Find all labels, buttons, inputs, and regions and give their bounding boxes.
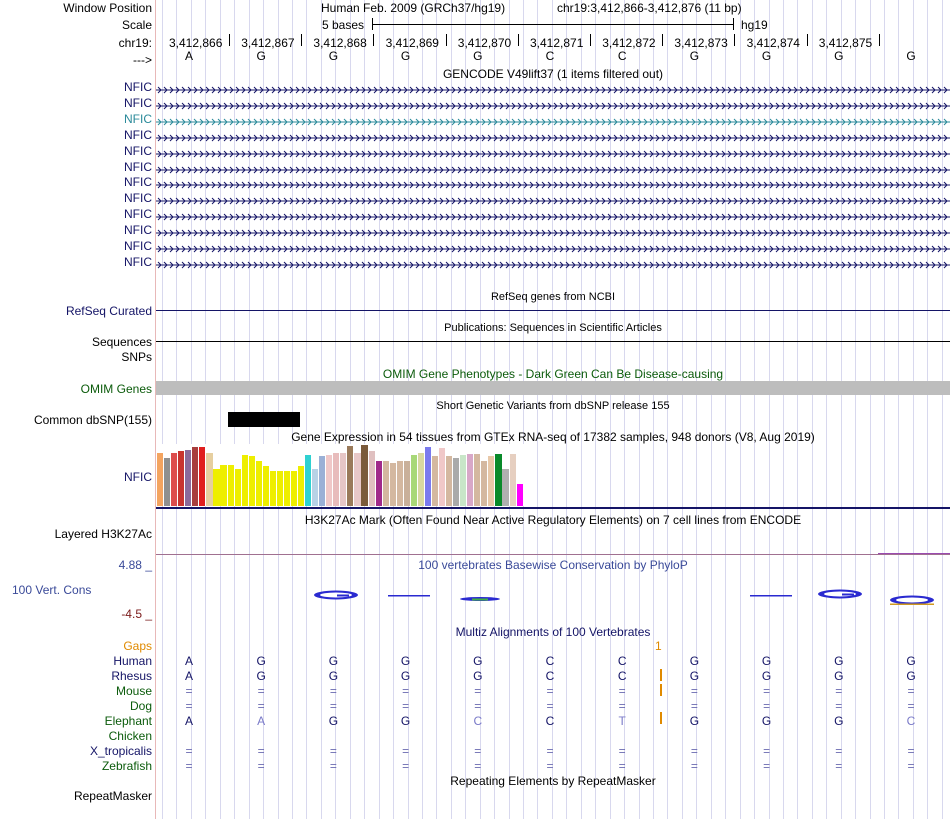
aligned-base: C (617, 654, 627, 668)
coordinate-tick (446, 34, 447, 46)
aligned-base: C (906, 714, 916, 728)
gencode-gene-label[interactable]: NFIC (124, 143, 152, 158)
gtex-tissue-bar[interactable] (397, 461, 403, 506)
coordinate-tick (662, 34, 663, 46)
reference-base: G (906, 49, 916, 63)
gtex-tissue-bar[interactable] (185, 450, 191, 506)
gtex-baseline (156, 507, 950, 509)
gtex-tissue-bar[interactable] (270, 471, 276, 506)
aligned-base: = (402, 759, 410, 773)
aligned-base: = (690, 744, 698, 758)
aligned-base: = (257, 684, 265, 698)
db-text: hg19 (741, 18, 768, 32)
gtex-tissue-bar[interactable] (361, 445, 367, 506)
gtex-tissue-bar[interactable] (474, 454, 480, 506)
gtex-tissue-bar[interactable] (256, 461, 262, 506)
phylop-title[interactable]: 100 vertebrates Basewise Conservation by PhyloP (418, 558, 688, 572)
refseq-title[interactable]: RefSeq genes from NCBI (490, 291, 616, 303)
aligned-base: = (329, 759, 337, 773)
gencode-transcript-arrows[interactable] (156, 242, 950, 250)
aligned-base: = (763, 684, 771, 698)
aligned-base: G (906, 669, 916, 683)
aligned-base: = (329, 684, 337, 698)
aligned-base: = (546, 699, 554, 713)
repeatmasker-label[interactable]: RepeatMasker (73, 789, 152, 803)
coordinate-tick (301, 34, 302, 46)
gtex-tissue-bar[interactable] (453, 458, 459, 506)
publications-title[interactable]: Publications: Sequences in Scientific Articles (444, 322, 662, 334)
gencode-gene-label[interactable]: NFIC (124, 95, 152, 110)
aligned-base: G (473, 654, 483, 668)
gencode-transcript-arrows[interactable] (156, 194, 950, 202)
aligned-base: A (184, 654, 193, 668)
h3k27ac-signal-line (156, 554, 950, 555)
phylop-logo-g-3 (460, 597, 500, 601)
gtex-tissue-bar[interactable] (157, 453, 163, 506)
gencode-gene-label[interactable]: NFIC (124, 191, 152, 206)
aligned-base: = (474, 744, 482, 758)
coordinate-tick (373, 34, 374, 46)
phylop-logo-g-5 (818, 590, 862, 599)
aligned-base: T (618, 714, 626, 728)
gtex-tissue-bar[interactable] (284, 471, 290, 506)
gencode-gene-label[interactable]: NFIC (124, 223, 152, 238)
gap-marker: 1 (655, 639, 662, 653)
gtex-tissue-bar[interactable] (206, 453, 212, 506)
gencode-gene-label[interactable]: NFIC (124, 239, 152, 253)
aligned-base: G (834, 654, 844, 668)
gtex-tissue-bar[interactable] (319, 456, 325, 506)
gtex-tissue-bar[interactable] (340, 453, 346, 506)
coordinate-label: 3,412,874 (746, 36, 800, 50)
aligned-base: = (690, 699, 698, 713)
gencode-transcript-arrows[interactable] (156, 226, 950, 234)
gtex-tissue-bar[interactable] (488, 456, 494, 506)
aligned-base: = (835, 699, 843, 713)
aligned-base: = (402, 699, 410, 713)
gtex-tissue-bar[interactable] (495, 454, 501, 506)
gtex-gene-label[interactable]: NFIC (124, 470, 152, 484)
gtex-tissue-bar[interactable] (298, 466, 304, 506)
gtex-tissue-bar[interactable] (467, 454, 473, 506)
gtex-tissue-bar[interactable] (354, 453, 360, 506)
aligned-base: = (257, 699, 265, 713)
scale-bar-left-tick (372, 18, 373, 30)
aligned-base: G (256, 654, 266, 668)
h3k27ac-title[interactable]: H3K27Ac Mark (Often Found Near Active Regulatory Elements) on 7 cell lines from ENCODE (304, 513, 802, 527)
gtex-tissue-bar[interactable] (369, 451, 375, 506)
gencode-gene-label[interactable]: NFIC (124, 111, 152, 126)
aligned-base: = (402, 684, 410, 698)
gencode-transcript-arrows[interactable] (156, 163, 950, 171)
gencode-gene-label[interactable]: NFIC (124, 127, 152, 142)
aligned-base: = (907, 744, 915, 758)
aligned-base: G (400, 669, 411, 683)
gtex-title[interactable]: Gene Expression in 54 tissues from GTEx RNA-seq of 17382 samples, 948 donors (V8, Aug 2019) (291, 430, 815, 444)
aligned-base: G (400, 714, 411, 728)
species-label[interactable]: X_tropicalis (89, 744, 152, 758)
aligned-base: G (328, 714, 339, 728)
aligned-base: A (257, 714, 266, 728)
gtex-tissue-bar[interactable] (481, 461, 487, 506)
species-label[interactable]: Dog (129, 699, 152, 713)
gtex-tissue-bar[interactable] (418, 453, 424, 506)
aligned-base: = (907, 759, 915, 773)
track-label-lane (0, 0, 155, 819)
phylop-max-label: 4.88 _ (118, 558, 152, 572)
aligned-base: G (256, 669, 266, 683)
repeatmasker-title[interactable]: Repeating Elements by RepeatMasker (450, 774, 656, 788)
species-label[interactable]: Human (113, 654, 152, 668)
reference-base: G (473, 49, 483, 63)
aligned-base: G (328, 669, 339, 683)
gtex-tissue-bar[interactable] (517, 484, 523, 506)
gtex-tissue-bar[interactable] (460, 455, 466, 506)
aligned-base: G (761, 654, 772, 668)
phylop-min-label: -4.5 _ (121, 607, 152, 621)
aligned-base: C (545, 669, 555, 683)
h3k27ac-signal-peak (878, 553, 950, 554)
coordinate-label: 3,412,875 (818, 36, 873, 50)
phylop-logo-g-4 (750, 595, 792, 597)
dbsnp-variant-block[interactable] (228, 412, 300, 427)
coordinate-label: 3,412,872 (602, 36, 656, 50)
h3k27ac-label[interactable]: Layered H3K27Ac (54, 527, 152, 541)
coordinate-tick (590, 34, 591, 46)
aligned-base: C (617, 669, 627, 683)
aligned-base: C (545, 714, 555, 728)
phylop-label[interactable]: 100 Vert. Cons (12, 583, 92, 597)
aligned-base: = (763, 699, 771, 713)
assembly-text: Human Feb. 2009 (GRCh37/hg19) (321, 1, 506, 15)
gencode-gene-label[interactable]: NFIC (124, 207, 152, 222)
scale-bar (372, 24, 734, 25)
aligned-base: = (618, 744, 626, 758)
species-label[interactable]: Elephant (104, 714, 152, 728)
snps-label[interactable]: SNPs (121, 350, 152, 364)
aligned-base: G (689, 714, 700, 728)
gencode-transcript-arrows[interactable] (156, 258, 950, 266)
gtex-tissue-bar[interactable] (263, 466, 269, 506)
gtex-tissue-bar[interactable] (425, 447, 431, 506)
aligned-base: = (690, 684, 698, 698)
reference-base: C (617, 49, 627, 63)
coordinate-label: 3,412,867 (241, 36, 295, 50)
refseq-label[interactable]: RefSeq Curated (65, 304, 152, 318)
aligned-base: G (761, 714, 772, 728)
aligned-base: = (185, 684, 193, 698)
gtex-tissue-bar[interactable] (305, 455, 311, 506)
gtex-tissue-bar[interactable] (220, 465, 226, 506)
gtex-tissue-bar[interactable] (199, 447, 205, 506)
aligned-base: = (763, 759, 771, 773)
aligned-base: = (546, 759, 554, 773)
aligned-base: = (185, 744, 193, 758)
reference-base: G (689, 49, 700, 63)
publications-label[interactable]: Sequences (91, 335, 152, 349)
species-label[interactable]: Mouse (115, 684, 152, 698)
omim-label[interactable]: OMIM Genes (80, 382, 152, 396)
gtex-tissue-bar[interactable] (291, 471, 297, 506)
coordinate-label: 3,412,873 (674, 36, 728, 50)
gencode-transcript-arrows[interactable] (156, 210, 950, 218)
coordinate-label: 3,412,866 (169, 36, 223, 50)
aligned-base: = (474, 699, 482, 713)
gaps-label: Gaps (123, 639, 152, 653)
aligned-base: = (546, 744, 554, 758)
phylop-logo-g-6 (890, 596, 934, 606)
aligned-base: C (473, 714, 483, 728)
gtex-tissue-bar[interactable] (404, 461, 410, 506)
gtex-tissue-bar[interactable] (277, 471, 283, 506)
aligned-base: A (184, 714, 193, 728)
reference-base: G (761, 49, 772, 63)
scale-bar-right-tick (733, 18, 734, 30)
reference-base: G (328, 49, 339, 63)
gtex-tissue-bar[interactable] (171, 453, 177, 506)
aligned-base: G (473, 669, 483, 683)
gtex-tissue-bar[interactable] (432, 456, 438, 506)
aligned-base: = (257, 759, 265, 773)
gap-tick (660, 669, 662, 681)
coordinate-tick (518, 34, 519, 46)
coordinate-tick (879, 34, 880, 46)
aligned-base: G (834, 714, 844, 728)
reference-base: G (400, 49, 411, 63)
aligned-base: = (690, 759, 698, 773)
aligned-base: = (402, 744, 410, 758)
reference-base: C (545, 49, 555, 63)
strand-label: ---> (133, 53, 152, 67)
aligned-base: G (906, 654, 916, 668)
gtex-tissue-bar[interactable] (192, 447, 198, 506)
window-position-label: Window Position (63, 1, 152, 15)
aligned-base: = (907, 699, 915, 713)
gtex-tissue-bar[interactable] (326, 455, 332, 506)
coordinate-label: 3,412,868 (313, 36, 367, 50)
aligned-base: = (907, 684, 915, 698)
aligned-base: = (329, 699, 337, 713)
gtex-tissue-bar[interactable] (390, 463, 396, 506)
species-label[interactable]: Chicken (108, 729, 152, 743)
gencode-gene-label[interactable]: NFIC (124, 80, 152, 94)
coordinate-tick (734, 34, 735, 46)
reference-base: A (184, 49, 193, 63)
gtex-tissue-bar[interactable] (333, 453, 339, 506)
gtex-tissue-bar[interactable] (510, 454, 516, 506)
publications-track-line (156, 341, 950, 342)
scale-text: 5 bases (322, 18, 365, 32)
aligned-base: = (329, 744, 337, 758)
gtex-tissue-bar[interactable] (383, 461, 389, 506)
aligned-base: G (761, 669, 772, 683)
aligned-base: = (835, 684, 843, 698)
reference-base: G (256, 49, 266, 63)
aligned-base: G (689, 654, 700, 668)
phylop-logo-graph[interactable] (156, 585, 950, 609)
aligned-base: G (689, 669, 700, 683)
refseq-track-line (156, 310, 950, 311)
gtex-tissue-bar[interactable] (446, 456, 452, 506)
gtex-tissue-bar[interactable] (502, 469, 508, 506)
aligned-base: = (185, 759, 193, 773)
gtex-bar-chart[interactable] (156, 444, 536, 506)
gtex-tissue-bar[interactable] (411, 455, 417, 506)
aligned-base: G (400, 654, 411, 668)
scale-label: Scale (121, 18, 152, 32)
gtex-tissue-bar[interactable] (213, 469, 219, 506)
phylop-logo-g-2 (388, 595, 430, 597)
coordinate-label: 3,412,871 (530, 36, 584, 50)
aligned-base: = (835, 744, 843, 758)
gtex-tissue-bar[interactable] (235, 469, 241, 506)
aligned-base: = (618, 699, 626, 713)
omim-title[interactable]: OMIM Gene Phenotypes - Dark Green Can Be Disease-causing (382, 367, 724, 381)
coordinate-label: 3,412,870 (457, 36, 512, 50)
gtex-tissue-bar[interactable] (164, 458, 170, 506)
coordinate-label: 3,412,869 (385, 36, 439, 50)
gtex-tissue-bar[interactable] (249, 456, 255, 506)
gtex-tissue-bar[interactable] (347, 446, 353, 506)
species-label[interactable]: Rhesus (111, 669, 152, 683)
gtex-tissue-bar[interactable] (312, 469, 318, 506)
coordinate-tick (229, 34, 230, 46)
aligned-base: = (185, 699, 193, 713)
gap-tick (660, 712, 662, 724)
gap-tick (660, 684, 662, 696)
gtex-tissue-bar[interactable] (178, 451, 184, 506)
gencode-transcript-arrows[interactable] (156, 178, 950, 186)
gencode-gene-label[interactable]: NFIC (124, 175, 152, 190)
aligned-base: = (763, 744, 771, 758)
reference-base: G (834, 49, 844, 63)
aligned-base: = (835, 759, 843, 773)
aligned-base: A (184, 669, 193, 683)
gencode-transcript-arrows[interactable] (156, 115, 950, 123)
dbsnp-title[interactable]: Short Genetic Variants from dbSNP release 155 (436, 400, 670, 412)
phylop-logo-g-1 (314, 591, 358, 600)
track-data-area[interactable] (156, 0, 950, 819)
gencode-transcript-arrows[interactable] (156, 83, 950, 91)
aligned-base: = (257, 744, 265, 758)
gtex-tissue-bar[interactable] (242, 455, 248, 506)
gencode-transcript-arrows[interactable] (156, 99, 950, 107)
aligned-base: C (545, 654, 555, 668)
aligned-base: G (328, 654, 339, 668)
aligned-base: = (474, 684, 482, 698)
omim-phenotype-bar[interactable] (156, 381, 950, 395)
aligned-base: G (834, 669, 844, 683)
aligned-base: = (618, 684, 626, 698)
gtex-tissue-bar[interactable] (228, 465, 234, 506)
gencode-title[interactable]: GENCODE V49lift37 (1 items filtered out) (442, 67, 664, 81)
chrom-label: chr19: (118, 36, 152, 50)
gencode-gene-label[interactable]: NFIC (124, 159, 152, 174)
multiz-title[interactable]: Multiz Alignments of 100 Vertebrates (455, 625, 651, 639)
species-label[interactable]: Zebrafish (101, 759, 152, 773)
aligned-base: = (546, 684, 554, 698)
dbsnp-label[interactable]: Common dbSNP(155) (33, 413, 152, 427)
gtex-tissue-bar[interactable] (376, 461, 382, 506)
gencode-transcript-arrows[interactable] (156, 147, 950, 155)
coordinate-tick (807, 34, 808, 46)
aligned-base: = (618, 759, 626, 773)
gencode-gene-label[interactable]: NFIC (124, 254, 152, 269)
gencode-transcript-arrows[interactable] (156, 131, 950, 139)
position-text: chr19:3,412,866-3,412,876 (11 bp) (557, 1, 742, 15)
aligned-base: = (474, 759, 482, 773)
gtex-tissue-bar[interactable] (439, 448, 445, 506)
